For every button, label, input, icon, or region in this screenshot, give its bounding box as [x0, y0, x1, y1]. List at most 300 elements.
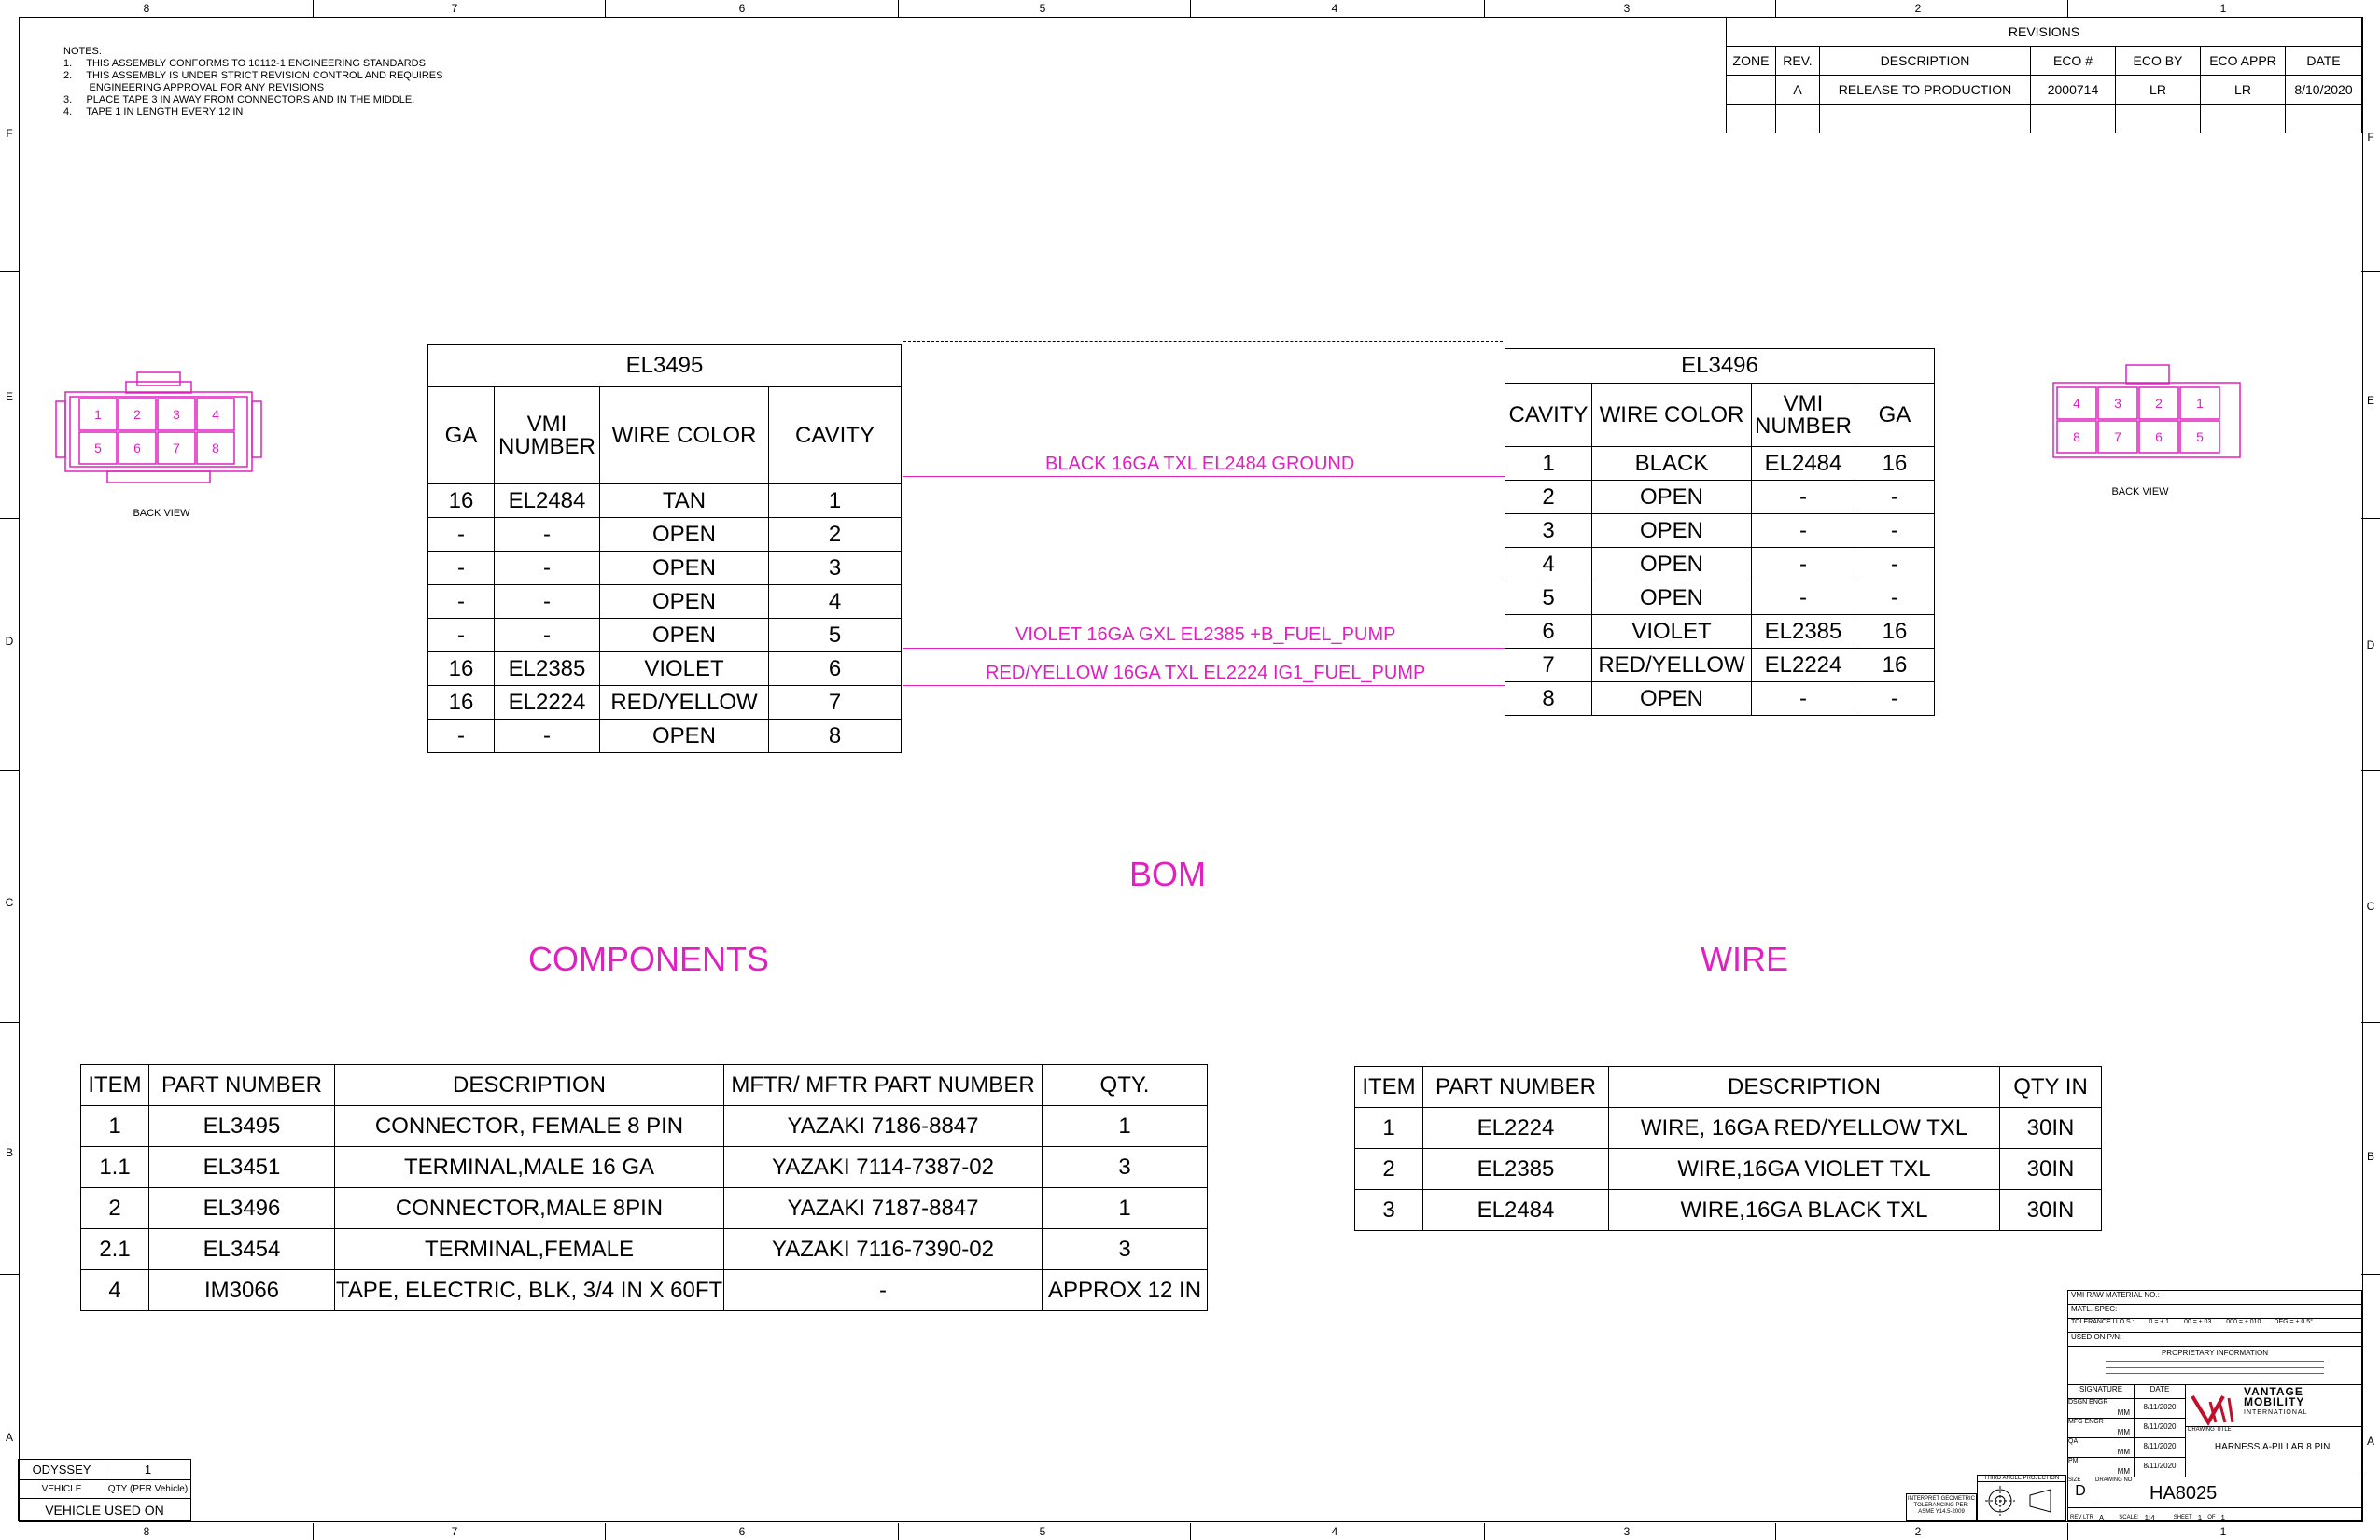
zone-label: 4 [1331, 2, 1338, 15]
table-cell: WIRE,16GA BLACK TXL [1609, 1190, 2000, 1231]
zone-tick [1484, 0, 1485, 17]
table-cell: - [495, 619, 600, 652]
qty-col-label: QTY (PER Vehicle) [105, 1480, 191, 1499]
wire-row [1355, 1108, 2102, 1149]
table-cell: VIOLET [1592, 615, 1752, 649]
signature-date: 8/11/2020 [2143, 1442, 2177, 1450]
table-cell: 6 [1505, 615, 1592, 649]
el3495-row [428, 720, 902, 753]
signature-initials: MM [2117, 1467, 2130, 1476]
table-cell: 4 [81, 1270, 149, 1311]
table-cell: OPEN [1592, 548, 1752, 581]
table-cell: OPEN [600, 720, 769, 753]
rev-cell [2201, 105, 2286, 133]
table-cell: IM3066 [149, 1270, 335, 1311]
wire-header: ITEM [1355, 1067, 1423, 1108]
el3495-header: VMI NUMBER [495, 387, 600, 484]
components-row [81, 1188, 1208, 1229]
table-cell: 4 [769, 585, 902, 619]
tolerance-value: .000 = ±.010 [2224, 1319, 2261, 1325]
table-cell: 2 [81, 1188, 149, 1229]
el3496-header: GA [1855, 384, 1935, 447]
note-line: 3. PLACE TAPE 3 IN AWAY FROM CONNECTORS AND IN THE MIDDLE. [63, 94, 415, 105]
table-cell: EL3451 [149, 1147, 335, 1188]
table-cell: 4 [1505, 548, 1592, 581]
rev-value: A [2098, 1513, 2105, 1522]
table-cell: EL2484 [1752, 447, 1855, 481]
table-cell: RED/YELLOW [1592, 649, 1752, 682]
table-cell: - [428, 720, 495, 753]
components-header: MFTR/ MFTR PART NUMBER [724, 1065, 1043, 1106]
components-header: DESCRIPTION [335, 1065, 724, 1106]
zone-tick [605, 0, 606, 17]
table-cell: 30IN [2000, 1108, 2102, 1149]
el3495-title: EL3495 [428, 345, 902, 387]
zone-tick [313, 0, 314, 17]
zone-label: D [5, 635, 14, 648]
revisions-title: REVISIONS [1727, 18, 2362, 47]
table-cell: 16 [428, 484, 495, 518]
el3495-row [428, 686, 902, 720]
signature-date: 8/11/2020 [2143, 1403, 2177, 1411]
vehicle-used-on-table [18, 1459, 191, 1521]
proprietary-block [2068, 1347, 2361, 1385]
zone-tick [2361, 1274, 2380, 1275]
zone-label: 3 [1623, 2, 1631, 15]
el3496-row [1505, 682, 1935, 716]
el3496-table [1505, 348, 1935, 716]
table-cell: 3 [769, 552, 902, 585]
pin-label: 7 [2114, 429, 2121, 444]
table-cell: APPROX 12 IN [1043, 1270, 1208, 1311]
sheet-value: 1 [2197, 1513, 2203, 1522]
table-cell: OPEN [1592, 481, 1752, 514]
drawing-no-label: DRAWING NO [2095, 1477, 2133, 1483]
table-cell: 16 [1855, 649, 1935, 682]
company-line: VANTAGE [2244, 1385, 2303, 1398]
table-cell: TERMINAL,FEMALE [335, 1229, 724, 1270]
company-line: MOBILITY [2244, 1395, 2305, 1408]
table-cell: BLACK [1592, 447, 1752, 481]
table-cell: EL2224 [1423, 1108, 1609, 1149]
signature-grid [2068, 1385, 2186, 1477]
zone-label: 3 [1623, 1525, 1631, 1538]
el3495-row [428, 518, 902, 552]
table-cell: - [1752, 682, 1855, 716]
components-header: QTY. [1043, 1065, 1208, 1106]
table-cell: - [428, 619, 495, 652]
drawing-title-label: DRAWING TITLE [2188, 1427, 2232, 1433]
back-view-caption: BACK VIEW [2111, 486, 2169, 497]
el3496-title: EL3496 [1505, 349, 1935, 384]
zone-tick [0, 271, 19, 272]
table-cell: - [428, 518, 495, 552]
rev-header: REV. [1776, 47, 1820, 76]
table-cell: - [1752, 514, 1855, 548]
zone-label: 6 [738, 2, 746, 15]
table-cell: OPEN [1592, 514, 1752, 548]
signature-row [2068, 1419, 2185, 1438]
wire-row [1355, 1149, 2102, 1190]
table-cell: EL2224 [1752, 649, 1855, 682]
zone-tick [1484, 1523, 1485, 1540]
pin-label: 5 [2196, 429, 2204, 444]
components-table [80, 1064, 1208, 1311]
table-cell: CONNECTOR, FEMALE 8 PIN [335, 1106, 724, 1147]
rev-cell [2116, 105, 2201, 133]
wire-row [1355, 1190, 2102, 1231]
table-cell: EL2484 [1423, 1190, 1609, 1231]
zone-tick [0, 770, 19, 771]
pin-label: 3 [2114, 396, 2121, 411]
zone-label: 5 [1039, 2, 1046, 15]
zone-label: 1 [2219, 1525, 2227, 1538]
el3495-table [427, 344, 902, 753]
zone-tick [898, 0, 899, 17]
rev-header: ZONE [1727, 47, 1776, 76]
rev-cell: LR [2201, 76, 2286, 105]
of-value: 1 [2220, 1513, 2225, 1522]
size-value: D [2075, 1483, 2086, 1499]
role-label: PM [2068, 1458, 2079, 1464]
connector-right-face [2044, 359, 2259, 499]
table-cell: 2 [1505, 481, 1592, 514]
table-cell: 2 [769, 518, 902, 552]
zone-label: A [2366, 1435, 2374, 1448]
zone-tick [2361, 1022, 2380, 1023]
table-cell: TAPE, ELECTRIC, BLK, 3/4 IN X 60FT [335, 1270, 724, 1311]
rev-cell [1727, 105, 1776, 133]
drawing-title: HARNESS,A-PILLAR 8 PIN. [2214, 1442, 2333, 1452]
vehicle-name: ODYSSEY [19, 1460, 105, 1480]
rev-cell: 2000714 [2031, 76, 2116, 105]
pin-label: 2 [2155, 396, 2163, 411]
el3496-row [1505, 447, 1935, 481]
bom-title: BOM [1129, 855, 1207, 893]
table-cell: EL2385 [1752, 615, 1855, 649]
table-cell: 1 [1043, 1106, 1208, 1147]
table-cell: 5 [769, 619, 902, 652]
table-cell: 6 [769, 652, 902, 686]
raw-material-label: VMI RAW MATERIAL NO.: [2068, 1291, 2361, 1305]
tolerance-value: DEG = ± 0.5° [2274, 1319, 2313, 1325]
table-cell: TAN [600, 484, 769, 518]
pin-label: 3 [173, 407, 180, 422]
table-cell: RED/YELLOW [600, 686, 769, 720]
wire-label-violet: VIOLET 16GA GXL EL2385 +B_FUEL_PUMP [1015, 624, 1396, 645]
zone-label: B [2366, 1150, 2374, 1163]
table-cell: - [428, 585, 495, 619]
rev-cell: LR [2116, 76, 2201, 105]
table-cell: 7 [769, 686, 902, 720]
zone-label: 2 [1914, 2, 1922, 15]
interpret-tolerancing-note [1906, 1493, 1977, 1521]
company-line: INTERNATIONAL [2244, 1409, 2308, 1416]
wire-bom-table [1354, 1066, 2102, 1231]
zone-label: D [2366, 638, 2375, 651]
rev-cell: 8/10/2020 [2286, 76, 2362, 105]
pin-label: 6 [133, 441, 141, 455]
zone-label: E [5, 390, 13, 403]
role-label: DSGN ENGR [2068, 1399, 2108, 1406]
el3495-row [428, 652, 902, 686]
table-cell: 1.1 [81, 1147, 149, 1188]
tolerance-label: TOLERANCE U.O.S.: [2071, 1319, 2135, 1325]
zone-tick [2067, 0, 2068, 17]
zone-tick [1190, 1523, 1191, 1540]
back-view-caption: BACK VIEW [133, 508, 190, 519]
title-block [2067, 1290, 2362, 1521]
table-cell: 1 [1505, 447, 1592, 481]
sheet-label: SHEET [2173, 1515, 2192, 1520]
zone-label: 4 [1331, 1525, 1338, 1538]
signature-initials: MM [2117, 1408, 2130, 1417]
rev-cell [1727, 76, 1776, 105]
scale-value: 1:4 [2144, 1513, 2155, 1522]
wire-label-black: BLACK 16GA TXL EL2484 GROUND [1045, 454, 1355, 474]
note-line: 2. THIS ASSEMBLY IS UNDER STRICT REVISION CONTROL AND REQUIRES [63, 70, 443, 81]
signature-date: 8/11/2020 [2143, 1462, 2177, 1470]
table-cell: 1 [1355, 1108, 1423, 1149]
table-cell: YAZAKI 7187-8847 [724, 1188, 1043, 1229]
table-cell: VIOLET [600, 652, 769, 686]
zone-tick [2361, 271, 2380, 272]
table-cell: 3 [1043, 1147, 1208, 1188]
table-cell: 16 [1855, 615, 1935, 649]
zone-label: 8 [143, 1525, 150, 1538]
zone-tick [0, 518, 19, 519]
table-cell: 3 [1355, 1190, 1423, 1231]
zone-tick [605, 1523, 606, 1540]
table-cell: WIRE,16GA VIOLET TXL [1609, 1149, 2000, 1190]
tolerance-value: .0 = ±.1 [2147, 1319, 2170, 1325]
table-cell: 5 [1505, 581, 1592, 615]
wire-header: DESCRIPTION [1609, 1067, 2000, 1108]
table-cell: 8 [1505, 682, 1592, 716]
pin-label: 7 [173, 441, 180, 455]
notes-heading: NOTES: [63, 46, 102, 57]
table-cell: TERMINAL,MALE 16 GA [335, 1147, 724, 1188]
table-cell: EL3454 [149, 1229, 335, 1270]
rev-header: DESCRIPTION [1820, 47, 2031, 76]
el3496-row [1505, 649, 1935, 682]
table-cell: EL3496 [149, 1188, 335, 1229]
pin-label: 1 [94, 407, 102, 422]
table-cell: 1 [1043, 1188, 1208, 1229]
zone-tick [1190, 0, 1191, 17]
zone-tick [313, 1523, 314, 1540]
wire-line-red-yellow [903, 685, 1505, 686]
table-cell: YAZAKI 7186-8847 [724, 1106, 1043, 1147]
zone-label: 6 [738, 1525, 746, 1538]
el3496-header: CAVITY [1505, 384, 1592, 447]
table-cell: CONNECTOR,MALE 8PIN [335, 1188, 724, 1229]
table-cell: EL2224 [495, 686, 600, 720]
table-cell: 1 [81, 1106, 149, 1147]
table-cell: YAZAKI 7114-7387-02 [724, 1147, 1043, 1188]
vehicle-col-label: VEHICLE [19, 1480, 105, 1499]
table-cell: - [495, 552, 600, 585]
company-name [2244, 1387, 2308, 1418]
zone-tick [898, 1523, 899, 1540]
table-cell: OPEN [600, 552, 769, 585]
rev-header: ECO # [2031, 47, 2116, 76]
table-cell: - [1855, 548, 1935, 581]
table-cell: - [495, 720, 600, 753]
components-row [81, 1106, 1208, 1147]
zone-label: E [2366, 394, 2374, 407]
table-cell: 2.1 [81, 1229, 149, 1270]
table-cell: - [1855, 682, 1935, 716]
zone-tick [0, 1022, 19, 1023]
third-angle-projection [1977, 1475, 2066, 1521]
table-cell: OPEN [1592, 581, 1752, 615]
zone-tick [1775, 1523, 1776, 1540]
wire-line-black [903, 476, 1505, 477]
table-cell: EL2484 [495, 484, 600, 518]
pin-label: 1 [2196, 396, 2204, 411]
rev-header: ECO BY [2116, 47, 2201, 76]
notes [63, 46, 442, 119]
el3496-row [1505, 548, 1935, 581]
rev-label: REV LTR [2070, 1515, 2093, 1520]
tolerance-value: .00 = ±.03 [2182, 1319, 2212, 1325]
rev-cell [1820, 105, 2031, 133]
wire-title: WIRE [1701, 940, 1788, 978]
zone-label: B [5, 1146, 13, 1159]
rev-header: ECO APPR [2201, 47, 2286, 76]
used-on-label: USED ON P/N: [2068, 1333, 2361, 1347]
of-label: OF [2207, 1515, 2216, 1520]
rev-cell [2286, 105, 2362, 133]
table-cell: 30IN [2000, 1149, 2102, 1190]
zone-label: 7 [451, 2, 458, 15]
signature-header: SIGNATURE [2068, 1385, 2135, 1398]
table-cell: OPEN [600, 585, 769, 619]
el3496-row [1505, 514, 1935, 548]
table-cell: YAZAKI 7116-7390-02 [724, 1229, 1043, 1270]
signature-date: 8/11/2020 [2143, 1422, 2177, 1431]
table-cell: - [1855, 481, 1935, 514]
signature-row [2068, 1399, 2185, 1419]
el3495-row [428, 484, 902, 518]
rev-cell [1776, 105, 1820, 133]
zone-label: 5 [1039, 1525, 1046, 1538]
vehicle-qty: 1 [105, 1460, 191, 1480]
note-line: 1. THIS ASSEMBLY CONFORMS TO 10112-1 ENGINEERING STANDARDS [63, 58, 426, 69]
table-cell: 8 [769, 720, 902, 753]
note-line: 4. TAPE 1 IN LENGTH EVERY 12 IN [63, 106, 244, 118]
table-cell: - [1752, 581, 1855, 615]
table-cell: OPEN [600, 518, 769, 552]
table-cell: 2 [1355, 1149, 1423, 1190]
zone-label: F [2367, 131, 2374, 144]
components-row [81, 1229, 1208, 1270]
wire-header: PART NUMBER [1423, 1067, 1609, 1108]
pin-label: 8 [212, 441, 219, 455]
table-cell: 16 [428, 652, 495, 686]
zone-label: 2 [1914, 1525, 1922, 1538]
rev-cell: A [1776, 76, 1820, 105]
zone-label: 8 [143, 2, 150, 15]
pin-label: 6 [2155, 429, 2163, 444]
components-row [81, 1147, 1208, 1188]
el3496-header: WIRE COLOR [1592, 384, 1752, 447]
components-row [81, 1270, 1208, 1311]
table-cell: EL2385 [1423, 1149, 1609, 1190]
el3496-row [1505, 481, 1935, 514]
el3495-header: GA [428, 387, 495, 484]
el3496-row [1505, 615, 1935, 649]
components-header: ITEM [81, 1065, 149, 1106]
table-cell: - [428, 552, 495, 585]
table-cell: 1 [769, 484, 902, 518]
wire-header: QTY IN [2000, 1067, 2102, 1108]
el3496-row [1505, 581, 1935, 615]
rev-cell [2031, 105, 2116, 133]
zone-label: 1 [2219, 2, 2227, 15]
pin-label: 4 [2073, 396, 2080, 411]
zone-label: C [2366, 900, 2375, 913]
el3496-header: VMI NUMBER [1752, 384, 1855, 447]
table-cell: - [495, 585, 600, 619]
role-label: MFG ENGR [2068, 1419, 2104, 1425]
table-cell: 3 [1505, 514, 1592, 548]
components-header: PART NUMBER [149, 1065, 335, 1106]
revisions-table [1726, 17, 2362, 133]
zone-tick [0, 1274, 19, 1275]
projection-symbol-icon [1978, 1482, 2065, 1518]
table-cell: EL3495 [149, 1106, 335, 1147]
zone-tick [1775, 0, 1776, 17]
dashed-leader [903, 341, 1503, 342]
connector-left-face [51, 369, 266, 527]
components-title: COMPONENTS [528, 940, 770, 978]
table-cell: 16 [1855, 447, 1935, 481]
zone-label: A [5, 1431, 13, 1444]
table-cell: - [1855, 514, 1935, 548]
el3495-row [428, 585, 902, 619]
signature-initials: MM [2117, 1448, 2130, 1456]
table-cell: EL2385 [495, 652, 600, 686]
table-cell: - [1752, 548, 1855, 581]
el3495-row [428, 619, 902, 652]
table-cell: 30IN [2000, 1190, 2102, 1231]
signature-row [2068, 1438, 2185, 1458]
wire-line-violet [903, 648, 1505, 649]
table-cell: 3 [1043, 1229, 1208, 1270]
el3495-header: WIRE COLOR [600, 387, 769, 484]
vehicle-used-on-label: VEHICLE USED ON [19, 1499, 191, 1521]
pin-label: 2 [133, 407, 141, 422]
table-cell: 16 [428, 686, 495, 720]
table-cell: 7 [1505, 649, 1592, 682]
pin-label: 8 [2073, 429, 2080, 444]
third-angle-label: THIRD ANGLE PROJECTION [1978, 1476, 2065, 1482]
table-cell: - [1752, 481, 1855, 514]
el3495-header: CAVITY [769, 387, 902, 484]
zone-label: 7 [451, 1525, 458, 1538]
signature-row [2068, 1458, 2185, 1477]
note-line: ENGINEERING APPROVAL FOR ANY REVISIONS [63, 82, 325, 93]
drawing-number: HA8025 [2149, 1483, 2218, 1504]
table-cell: WIRE, 16GA RED/YELLOW TXL [1609, 1108, 2000, 1149]
scale-label: SCALE: [2119, 1515, 2139, 1520]
proprietary-title: PROPRIETARY INFORMATION [2161, 1349, 2269, 1357]
matl-spec-label: MATL. SPEC: [2068, 1305, 2361, 1319]
pin-label: 4 [212, 407, 219, 422]
vmi-logo-icon [2188, 1389, 2244, 1426]
